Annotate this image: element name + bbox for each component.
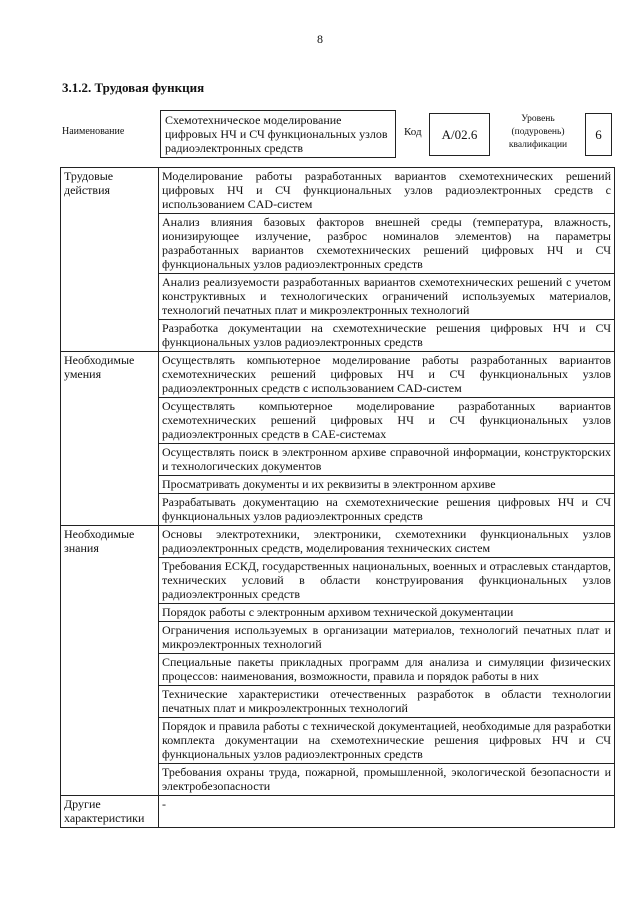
item-cell: Анализ реализуемости разработанных вариантов схемотехнических решений с учетом конструктивных и технологических ограничений используемых материалов, технологий печатных плат и микроэлектронных технологий <box>159 274 615 320</box>
item-cell: Анализ влияния базовых факторов внешней среды (температура, влажность, ионизирующее излучение, разброс номиналов элементов) на параметры разработанных вариантов схемотехнических решений цифровых НЧ и СЧ функциональных узлов радиоэлектронных средств <box>159 214 615 274</box>
page-number: 8 <box>317 32 323 46</box>
table-row <box>61 796 615 828</box>
function-table <box>60 167 615 828</box>
item-cell: Осуществлять компьютерное моделирование работы разработанных вариантов схемотехнических решений цифровых НЧ и СЧ функциональных узлов радиоэлектронных средств с использованием CAD-систем <box>159 352 615 398</box>
item-cell: Технические характеристики отечественных разработок в области технологии печатных плат и микроэлектронных технологий <box>159 686 615 718</box>
item-cell: Требования ЕСКД, государственных национальных, военных и отраслевых стандартов, технических условий в области конструирования функциональных узлов радиоэлектронных средств <box>159 558 615 604</box>
item-cell: Ограничения используемых в организации материалов, технологий печатных плат и микроэлектронных технологий <box>159 622 615 654</box>
item-cell: Моделирование работы разработанных вариантов схемотехнических решений цифровых НЧ и СЧ функциональных узлов радиоэлектронных средств с использованием CAD-систем <box>159 168 615 214</box>
item-cell: Осуществлять компьютерное моделирование разработанных вариантов схемотехнических решений цифровых НЧ и СЧ функциональных узлов радиоэлектронных средств в CAE-системах <box>159 398 615 444</box>
level-box: 6 <box>585 113 612 156</box>
item-cell: Просматривать документы и их реквизиты в электронном архиве <box>159 476 615 494</box>
item-cell: Специальные пакеты прикладных программ для анализа и симуляции физических процессов: наименования, возможности, правила и порядок работы в них <box>159 654 615 686</box>
table-row <box>61 352 615 398</box>
item-cell: Осуществлять поиск в электронном архиве справочной информации, конструкторских и технологических документов <box>159 444 615 476</box>
table-row <box>61 526 615 558</box>
item-cell: - <box>159 796 615 828</box>
item-cell: Разработка документации на схемотехнические решения цифровых НЧ и СЧ функциональных узлов радиоэлектронных средств <box>159 320 615 352</box>
item-cell: Порядок и правила работы с технической документацией, необходимые для разработки комплекта документации на схемотехнические решения цифровых НЧ и СЧ функциональных узлов радиоэлектронных средств <box>159 718 615 764</box>
item-cell: Основы электротехники, электроники, схемотехники функциональных узлов радиоэлектронных средств, моделирования технических систем <box>159 526 615 558</box>
table-row <box>61 168 615 214</box>
category-cell: Другие характеристики <box>61 796 159 828</box>
item-cell: Разрабатывать документацию на схемотехнические решения цифровых НЧ и СЧ функциональных узлов радиоэлектронных средств <box>159 494 615 526</box>
code-label: Код <box>404 126 422 138</box>
item-cell: Порядок работы с электронным архивом технической документации <box>159 604 615 622</box>
function-name-box: Схемотехническое моделирование цифровых НЧ и СЧ функциональных узлов радиоэлектронных средств <box>160 110 396 158</box>
category-cell: Необходимые умения <box>61 352 159 526</box>
category-cell: Необходимые знания <box>61 526 159 796</box>
name-label: Наименование <box>62 126 125 137</box>
item-cell: Требования охраны труда, пожарной, промышленной, экологической безопасности и электробезопасности <box>159 764 615 796</box>
section-title: 3.1.2. Трудовая функция <box>62 80 205 95</box>
code-box: А/02.6 <box>429 113 490 156</box>
category-cell: Трудовые действия <box>61 168 159 352</box>
level-label: Уровень (подуровень) квалификации <box>508 114 568 150</box>
